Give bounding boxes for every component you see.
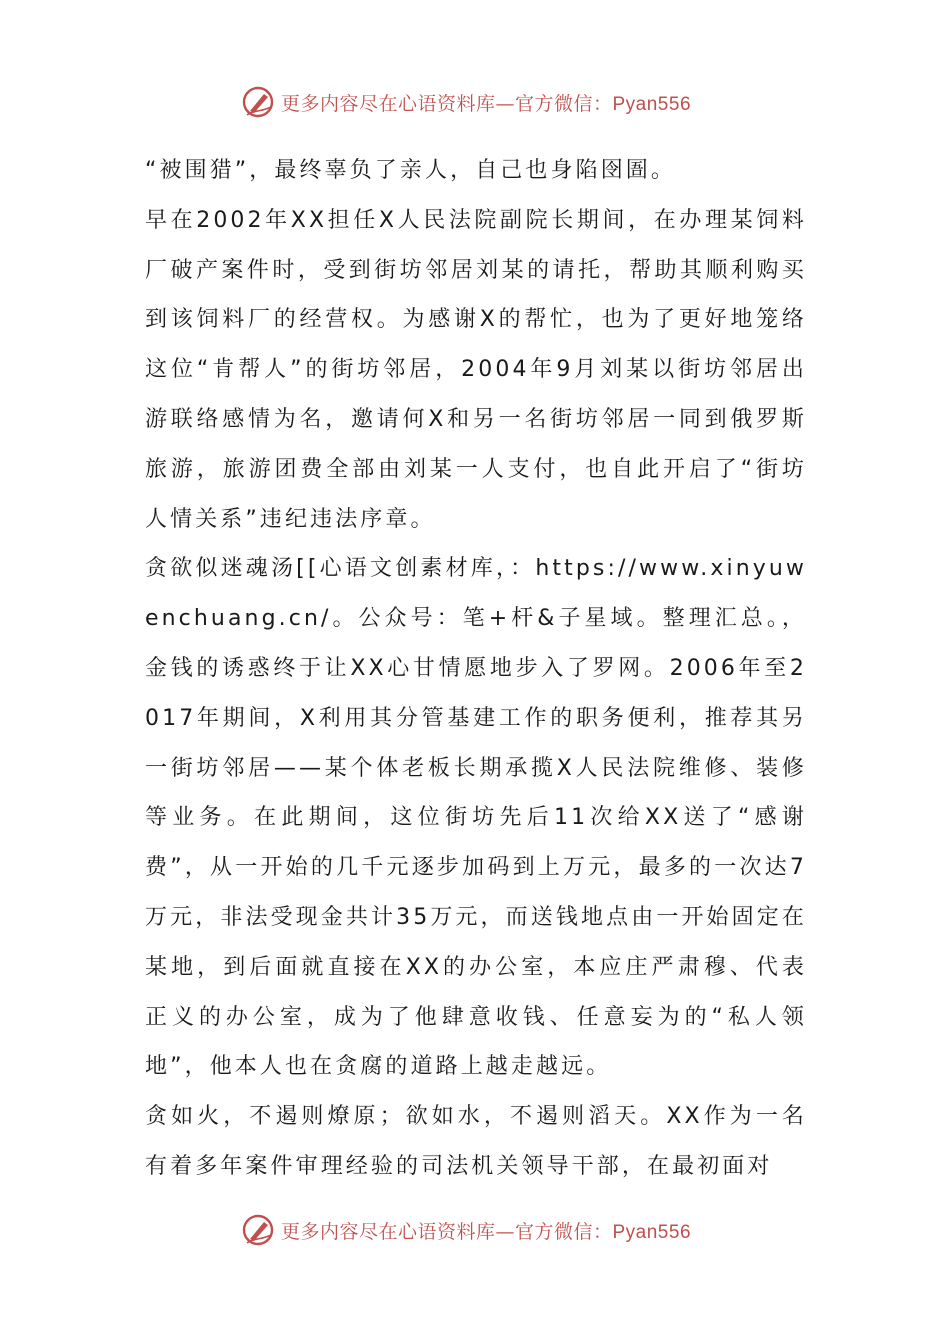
paragraph-1: “被围猎”，最终辜负了亲人，自己也身陷囹圄。 [145, 158, 676, 183]
banner-wechat-id: Pyan556 [612, 1221, 692, 1243]
banner-content [241, 1213, 691, 1247]
banner-main-text: 更多内容尽在心语资料库 [280, 92, 496, 115]
banner-text [281, 1217, 691, 1244]
pen-circle-logo-icon [241, 85, 275, 119]
pen-circle-logo-icon [241, 1213, 275, 1247]
document-body [145, 146, 807, 1192]
banner-wechat-id: Pyan556 [612, 93, 692, 115]
banner-official-label: 官方微信： [514, 1220, 613, 1243]
banner-dash: — [495, 1220, 515, 1243]
banner-main-text: 更多内容尽在心语资料库 [280, 1220, 496, 1243]
paragraph-2: 早在2002年XX担任X人民法院副院长期间，在办理某饲料厂破产案件时，受到街坊邻居刘某的请托，帮助其顺利购买到该饲料厂的经营权。为感谢X的帮忙，也为了更好地笼络这位“肯帮人”的街坊邻居，2004年9月刘某以街坊邻居出游联络感情为名，邀请何X和另一名街坊邻居一同到俄罗斯旅游，旅游团费全部由刘某一人支付，也自此开启了“街坊人情关系”违纪违法序章。 [145, 207, 807, 532]
footer-banner [0, 1210, 950, 1250]
banner-content [241, 85, 691, 119]
banner-dash: — [495, 92, 515, 115]
paragraph-3: 贪欲似迷魂汤[[心语文创素材库，：https://www.xinyuwenchuang.cn/。公众号：笔+杆&子星域。整理汇总。，金钱的诱惑终于让XX心甘情愿地步入了罗网。2006年至2017年期间，X利用其分管基建工作的职务便利，推荐其另一街坊邻居——某个体老板长期承揽X人民法院维修、装修等业务。在此期间，这位街坊先后11次给XX送了“感谢费”，从一开始的几千元逐步加码到上万元，最多的一次达7万元，非法受现金共计35万元，而送钱地点由一开始固定在某地，到后面就直接在XX的办公室，本应庄严肃穆、代表正义的办公室，成为了他肆意收钱、任意妄为的“私人领地”，他本人也在贪腐的道路上越走越远。 [145, 556, 807, 1080]
paragraph-4: 贪如火，不遏则燎原；欲如水，不遏则滔天。XX作为一名有着多年案件审理经验的司法机关领导干部，在最初面对 [145, 1104, 807, 1179]
banner-official-label: 官方微信： [514, 92, 613, 115]
header-banner [0, 82, 950, 122]
banner-text [281, 89, 691, 116]
